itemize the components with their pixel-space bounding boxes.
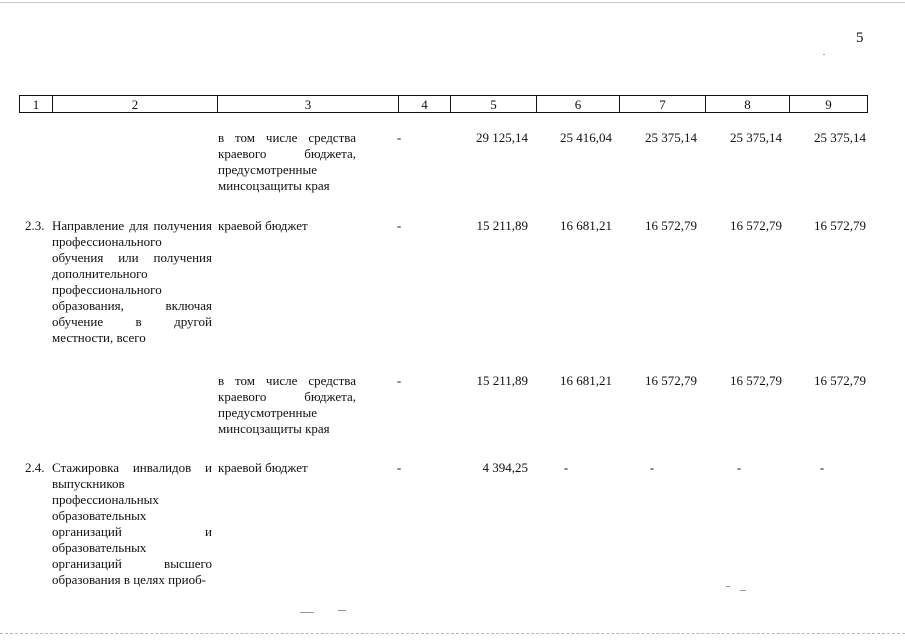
row-value-col5: 4 394,25 [482, 460, 528, 475]
header-col-3: 3 [218, 96, 399, 113]
row-value-col9: 25 375,14 [814, 130, 866, 145]
row-name: Направление для получения профессионального обучения или получения дополнительного профессионального образования, включая обучение в другой местности, всего [52, 218, 212, 345]
row-number: 2.3. [25, 218, 45, 233]
column-header-row [19, 95, 868, 113]
row-value-col8: - [736, 460, 742, 475]
scan-speck [740, 590, 746, 591]
row-source: в том числе средства краевого бюджета, предусмотренные минсоцзащиты края [218, 373, 356, 436]
row-name: Стажировка инвалидов и выпускников профессиональных образовательных организаций и образовательных организаций высшего образования в целях приоб- [52, 460, 212, 587]
row-value-col8: 16 572,79 [730, 373, 782, 388]
header-col-5: 5 [451, 96, 537, 113]
row-value-col6: - [563, 460, 569, 475]
row-col4-value: - [396, 373, 402, 388]
row-value-col5: 29 125,14 [476, 130, 528, 145]
row-value-col5: 15 211,89 [476, 373, 528, 388]
row-value-col7: - [649, 460, 655, 475]
row-value-col8: 16 572,79 [730, 218, 782, 233]
scan-speck [726, 586, 730, 587]
row-number: 2.4. [25, 460, 45, 475]
row-col4-value: - [396, 218, 402, 233]
scan-speck [823, 54, 825, 55]
row-value-col9: 16 572,79 [814, 218, 866, 233]
row-source: краевой бюджет [218, 460, 308, 475]
header-col-4: 4 [399, 96, 451, 113]
header-col-2: 2 [53, 96, 218, 113]
row-value-col7: 16 572,79 [645, 218, 697, 233]
row-value-col7: 25 375,14 [645, 130, 697, 145]
row-value-col6: 16 681,21 [560, 218, 612, 233]
row-value-col8: 25 375,14 [730, 130, 782, 145]
row-source: краевой бюджет [218, 218, 308, 233]
scan-speck [300, 612, 314, 613]
scan-bottom-edge [0, 633, 905, 634]
header-col-6: 6 [537, 96, 620, 113]
row-value-col9: 16 572,79 [814, 373, 866, 388]
header-col-9: 9 [790, 96, 868, 113]
row-value-col7: 16 572,79 [645, 373, 697, 388]
row-value-col6: 16 681,21 [560, 373, 612, 388]
scan-top-edge [0, 2, 905, 3]
page-number: 5 [856, 30, 864, 46]
row-source: в том числе средства краевого бюджета, предусмотренные минсоцзащиты края [218, 130, 356, 193]
row-col4-value: - [396, 130, 402, 145]
row-value-col6: 25 416,04 [560, 130, 612, 145]
header-col-8: 8 [706, 96, 790, 113]
header-col-1: 1 [20, 96, 53, 113]
row-col4-value: - [396, 460, 402, 475]
scan-speck [338, 610, 346, 611]
row-value-col9: - [819, 460, 825, 475]
row-value-col5: 15 211,89 [476, 218, 528, 233]
header-col-7: 7 [620, 96, 706, 113]
